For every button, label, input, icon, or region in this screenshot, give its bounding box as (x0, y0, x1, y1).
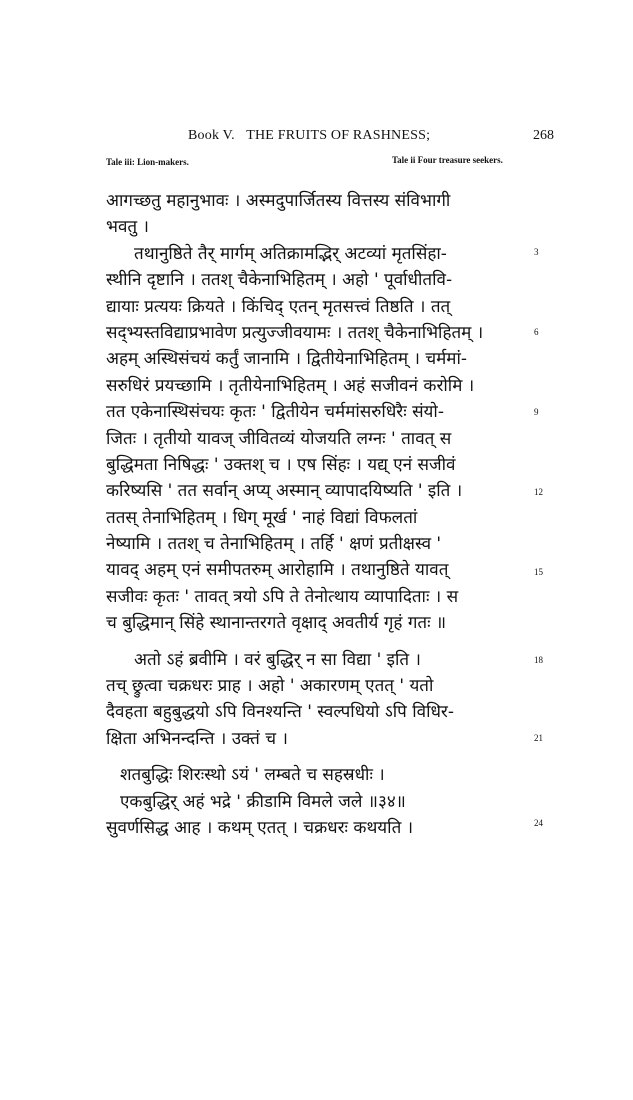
line-number: 12 (534, 487, 543, 497)
line-number: 21 (534, 733, 543, 743)
text-line: सजीवः कृतः ' तावत् त्रयो ऽपि ते तेनोत्थाय व्यापादिताः । स (106, 586, 459, 607)
text-line: स्थीनि दृष्टानि । ततश् चैकेनाभिहितम् । अहो ' पूर्वाधीतवि- (106, 270, 453, 291)
tale-label-left: Tale iii: Lion-makers. (106, 157, 189, 167)
line-number: 9 (534, 407, 539, 417)
text-line: अहम् अस्थिसंचयं कर्तुं जानामि । द्वितीयेनाभिहितम् । चर्ममां- (106, 349, 468, 370)
line-number: 15 (534, 567, 543, 577)
text-line: यावद् अहम् एनं समीपतरुम् आरोहामि । तथानुष्ठिते यावत् (106, 560, 449, 581)
running-head (188, 128, 548, 144)
text-line: द्यायाः प्रत्ययः क्रियते । किंचिद् एतन् मृतसत्त्वं तिष्ठति । तत् (106, 296, 451, 317)
page-heading: THE FRUITS OF RASHNESS; (246, 128, 431, 143)
sanskrit-text (106, 188, 536, 841)
text-line: दैवहता बहुबुद्धयो ऽपि विनश्यन्ति ' स्वल्पधियो ऽपि विधिर- (106, 702, 455, 723)
text-line: नेष्यामि । ततश् च तेनाभिहितम् । तर्हि ' क्षणं प्रतीक्षस्व ' (106, 534, 442, 555)
text-line: सद्भ्यस्तविद्याप्रभावेण प्रत्युज्जीवयामः । ततश् चैकेनाभिहितम् । (106, 322, 484, 343)
line-number: 6 (534, 327, 539, 337)
text-line: जितः । तृतीयो यावज् जीवितव्यं योजयति लग्नः ' तावत् स (106, 428, 452, 449)
line-number: 3 (534, 247, 539, 257)
text-line: करिष्यसि ' तत सर्वान् अप्य् अस्मान् व्यापादयिष्यति ' इति । (106, 481, 463, 502)
text-line: तथानुष्ठिते तैर् मार्गम् अतिक्रामद्भिर् अटव्यां मृतसिंहा- (134, 243, 447, 264)
text-line: च बुद्धिमान् सिंहे स्थानान्तरगते वृक्षाद् अवतीर्य गृहं गतः ॥ (106, 613, 447, 634)
line-number: 24 (534, 818, 543, 828)
line-number: 18 (534, 655, 543, 665)
text-line: अतो ऽहं ब्रवीमि । वरं बुद्धिर् न सा विद्या ' इति । (134, 649, 421, 670)
text-line: सुवर्णसिद्ध आह । कथम् एतत् । चक्रधरः कथयति । (106, 817, 414, 838)
text-line: भवतु । (106, 217, 149, 238)
text-line: ततस् तेनाभिहितम् । धिग् मूर्ख ' नाहं विद्यां विफलतां (106, 507, 418, 528)
verse-line: एकबुद्धिर् अहं भद्रे ' क्रीडामि विमले जले ॥३४॥ (120, 791, 406, 812)
verse-line: शतबुद्धिः शिरःस्थो ऽयं ' लम्बते च सहस्रधीः । (120, 765, 385, 786)
text-line: बुद्धिमता निषिद्धः ' उक्तश् च । एष सिंहः । यद्य् एनं सजीवं (106, 454, 456, 475)
text-line: तत एकेनास्थिसंचयः कृतः ' द्वितीयेन चर्ममांसरुधिरैः संयो- (106, 402, 444, 423)
text-line: क्षिता अभिनन्दन्ति । उक्तं च । (106, 728, 288, 749)
text-line: तच् छ्रुत्वा चक्रधरः प्राह । अहो ' अकारणम् एतत् ' यतो (106, 676, 434, 697)
text-line: आगच्छतु महानुभावः । अस्मदुपार्जितस्य वित्तस्य संविभागी (106, 191, 451, 211)
tale-label-right: Tale ii Four treasure seekers. (392, 155, 503, 165)
book-label: Book V. (188, 128, 235, 143)
page-number: 268 (533, 128, 554, 143)
text-line: सरुधिरं प्रयच्छामि । तृतीयेनाभिहितम् । अहं सजीवनं करोमि । (106, 375, 475, 396)
